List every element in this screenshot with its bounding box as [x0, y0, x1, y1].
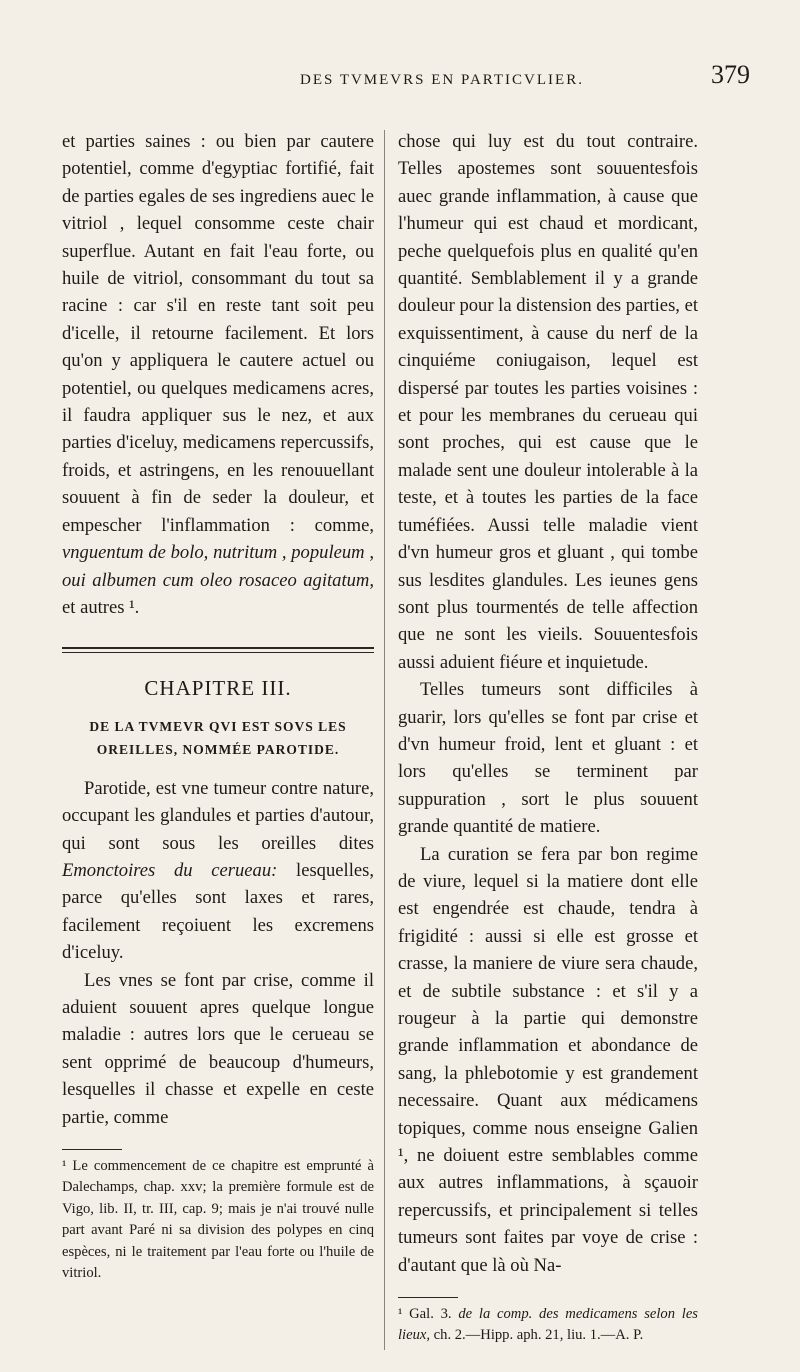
right-paragraph-3: La curation se fera par bon regime de viure, lequel si la matiere dont elle est engendrée est chaude, tendra à frigidité : aussi si elle est grosse et crasse, la maniere de viure sera chaude, et de subtile substance : et s'il y a rougeur à la partie qui demonstre grande inflammation et abondance de sang, la phlebotomie y est grandement necessaire. Quant aux médicamens topiques, comme nous enseigne Galien ¹, ne doiuent estre semblables comme aux autres inflammations, à sçauoir repercussifs, et principalement si telles tumeurs sont faites par voye de crise : d'autant que là où Na- [398, 843, 698, 1276]
right-paragraph-1: chose qui luy est du tout contraire. Telles apostemes sont souuentesfois auec grande inflammation, à cause que l'humeur qui est chaud et mordicant, peche quelquefois plus en qualité qu'en quantité. Semblablement il y a grande douleur pour la distension des parties, et exquissentiment, à cause du nerf de la cinquiéme coniugaison, lequel est dispersé par toutes les parties voisines : et pour les membranes du cerueau qui sont proches, qui est cause que le malade sent une douleur intolerable à la teste, et à toutes les parties de la face tuméfiées. Aussi telle maladie vient d'vn humeur gros et gluant , qui tombe sus lesdites glandules. Les ieunes gens sont plus tourmentés de telle affection que ne sont les vieils. Souuentesfois aussi aduient fiéure et inquietude. [398, 131, 699, 673]
chapter-rule-top [62, 647, 374, 649]
left-paragraph-3: Les vnes se font par crise, comme il aduient souuent apres quelque longue maladie : autres lors que le cerueau se sent opprimé de beaucoup d'humeurs, lesquelles il chasse et expelle en ceste partie, comme [62, 969, 374, 1128]
chapter-subtitle: DE LA TVMEVR QVI EST SOVS LES OREILLES, NOMMÉE PAROTIDE. [89, 718, 347, 757]
left-paragraph-1-text: et parties saines : ou bien par cautere potentiel, comme d'egyptiac fortifié, fait de parties egales de ses ingrediens auec le vitriol , lequel consomme ceste chair superflue. Autant en fait l'eau forte, ou huile de vitriol, consommant du tout sa racine : car s'il en reste tant soit peu d'icelle, il retourne facilement. Et lors qu'on y appliquera le cautere actuel ou potentiel, ou quelques medicamens acres, il faudra appliquer sus le nez, et aux parties d'iceluy, medicamens repercussifs, froids, et astringens, en les renouuellant souuent à fin de seder la douleur, et empescher l'inflammation : comme, [62, 131, 374, 536]
column-divider [384, 130, 385, 1350]
page-number: 379 [711, 60, 750, 89]
right-paragraph-2: Telles tumeurs sont difficiles à guarir, lors qu'elles se font par crise et d'vn humeur froid, lent et gluant : et lors qu'elles se terminent par suppuration , sort le plus souuent grande quantité de matiere. [398, 679, 698, 838]
footnote-rule-right [398, 1297, 458, 1298]
left-paragraph-2-end: lesquelles, parce qu'elles sont laxes et rares, facilement reçoiuent les excremens d'iceluy. [62, 859, 374, 964]
chapter-rule-bottom [62, 652, 374, 653]
right-footnote-start: ¹ Gal. 3. [398, 1306, 459, 1323]
right-footnote-end: ch. 2.—Hipp. aph. 21, liu. 1.—A. P. [430, 1327, 644, 1344]
left-paragraph-1-italic: vnguentum de bolo, nutritum , populeum , oui albumen cum oleo rosaceo agitatum, [62, 542, 374, 591]
left-paragraph-2-start: Parotide, est vne tumeur contre nature, occupant les glandules et parties d'autour, qui sont sous les oreilles dites [62, 777, 374, 854]
left-footnote: ¹ Le commencement de ce chapitre est emprunté à Dalechamps, chap. xxv; la première formule est de Vigo, lib. II, tr. III, cap. 9; mais je n'ai trouvé nulle part avant Paré ni sa division des polypes en cinq espèces, ni le traitement par l'eau forte ou l'huile de vitriol. [62, 1158, 374, 1282]
chapter-title: CHAPITRE III. [144, 676, 292, 701]
left-column [62, 128, 374, 1284]
page-header [50, 60, 750, 120]
footnote-rule-left [62, 1149, 122, 1150]
left-paragraph-2-italic: Emonctoires du cerueau: [62, 859, 278, 881]
left-paragraph-1 [62, 128, 374, 621]
running-head: DES TVMEVRS EN PARTICVLIER. [300, 72, 584, 88]
right-footnote [398, 1304, 698, 1347]
left-paragraph-1-end: et autres ¹. [62, 596, 140, 618]
right-footnote-italic: de la comp. des medicamens selon les lieux, [398, 1306, 698, 1344]
right-column [398, 128, 698, 1347]
left-paragraph-2 [62, 775, 374, 967]
